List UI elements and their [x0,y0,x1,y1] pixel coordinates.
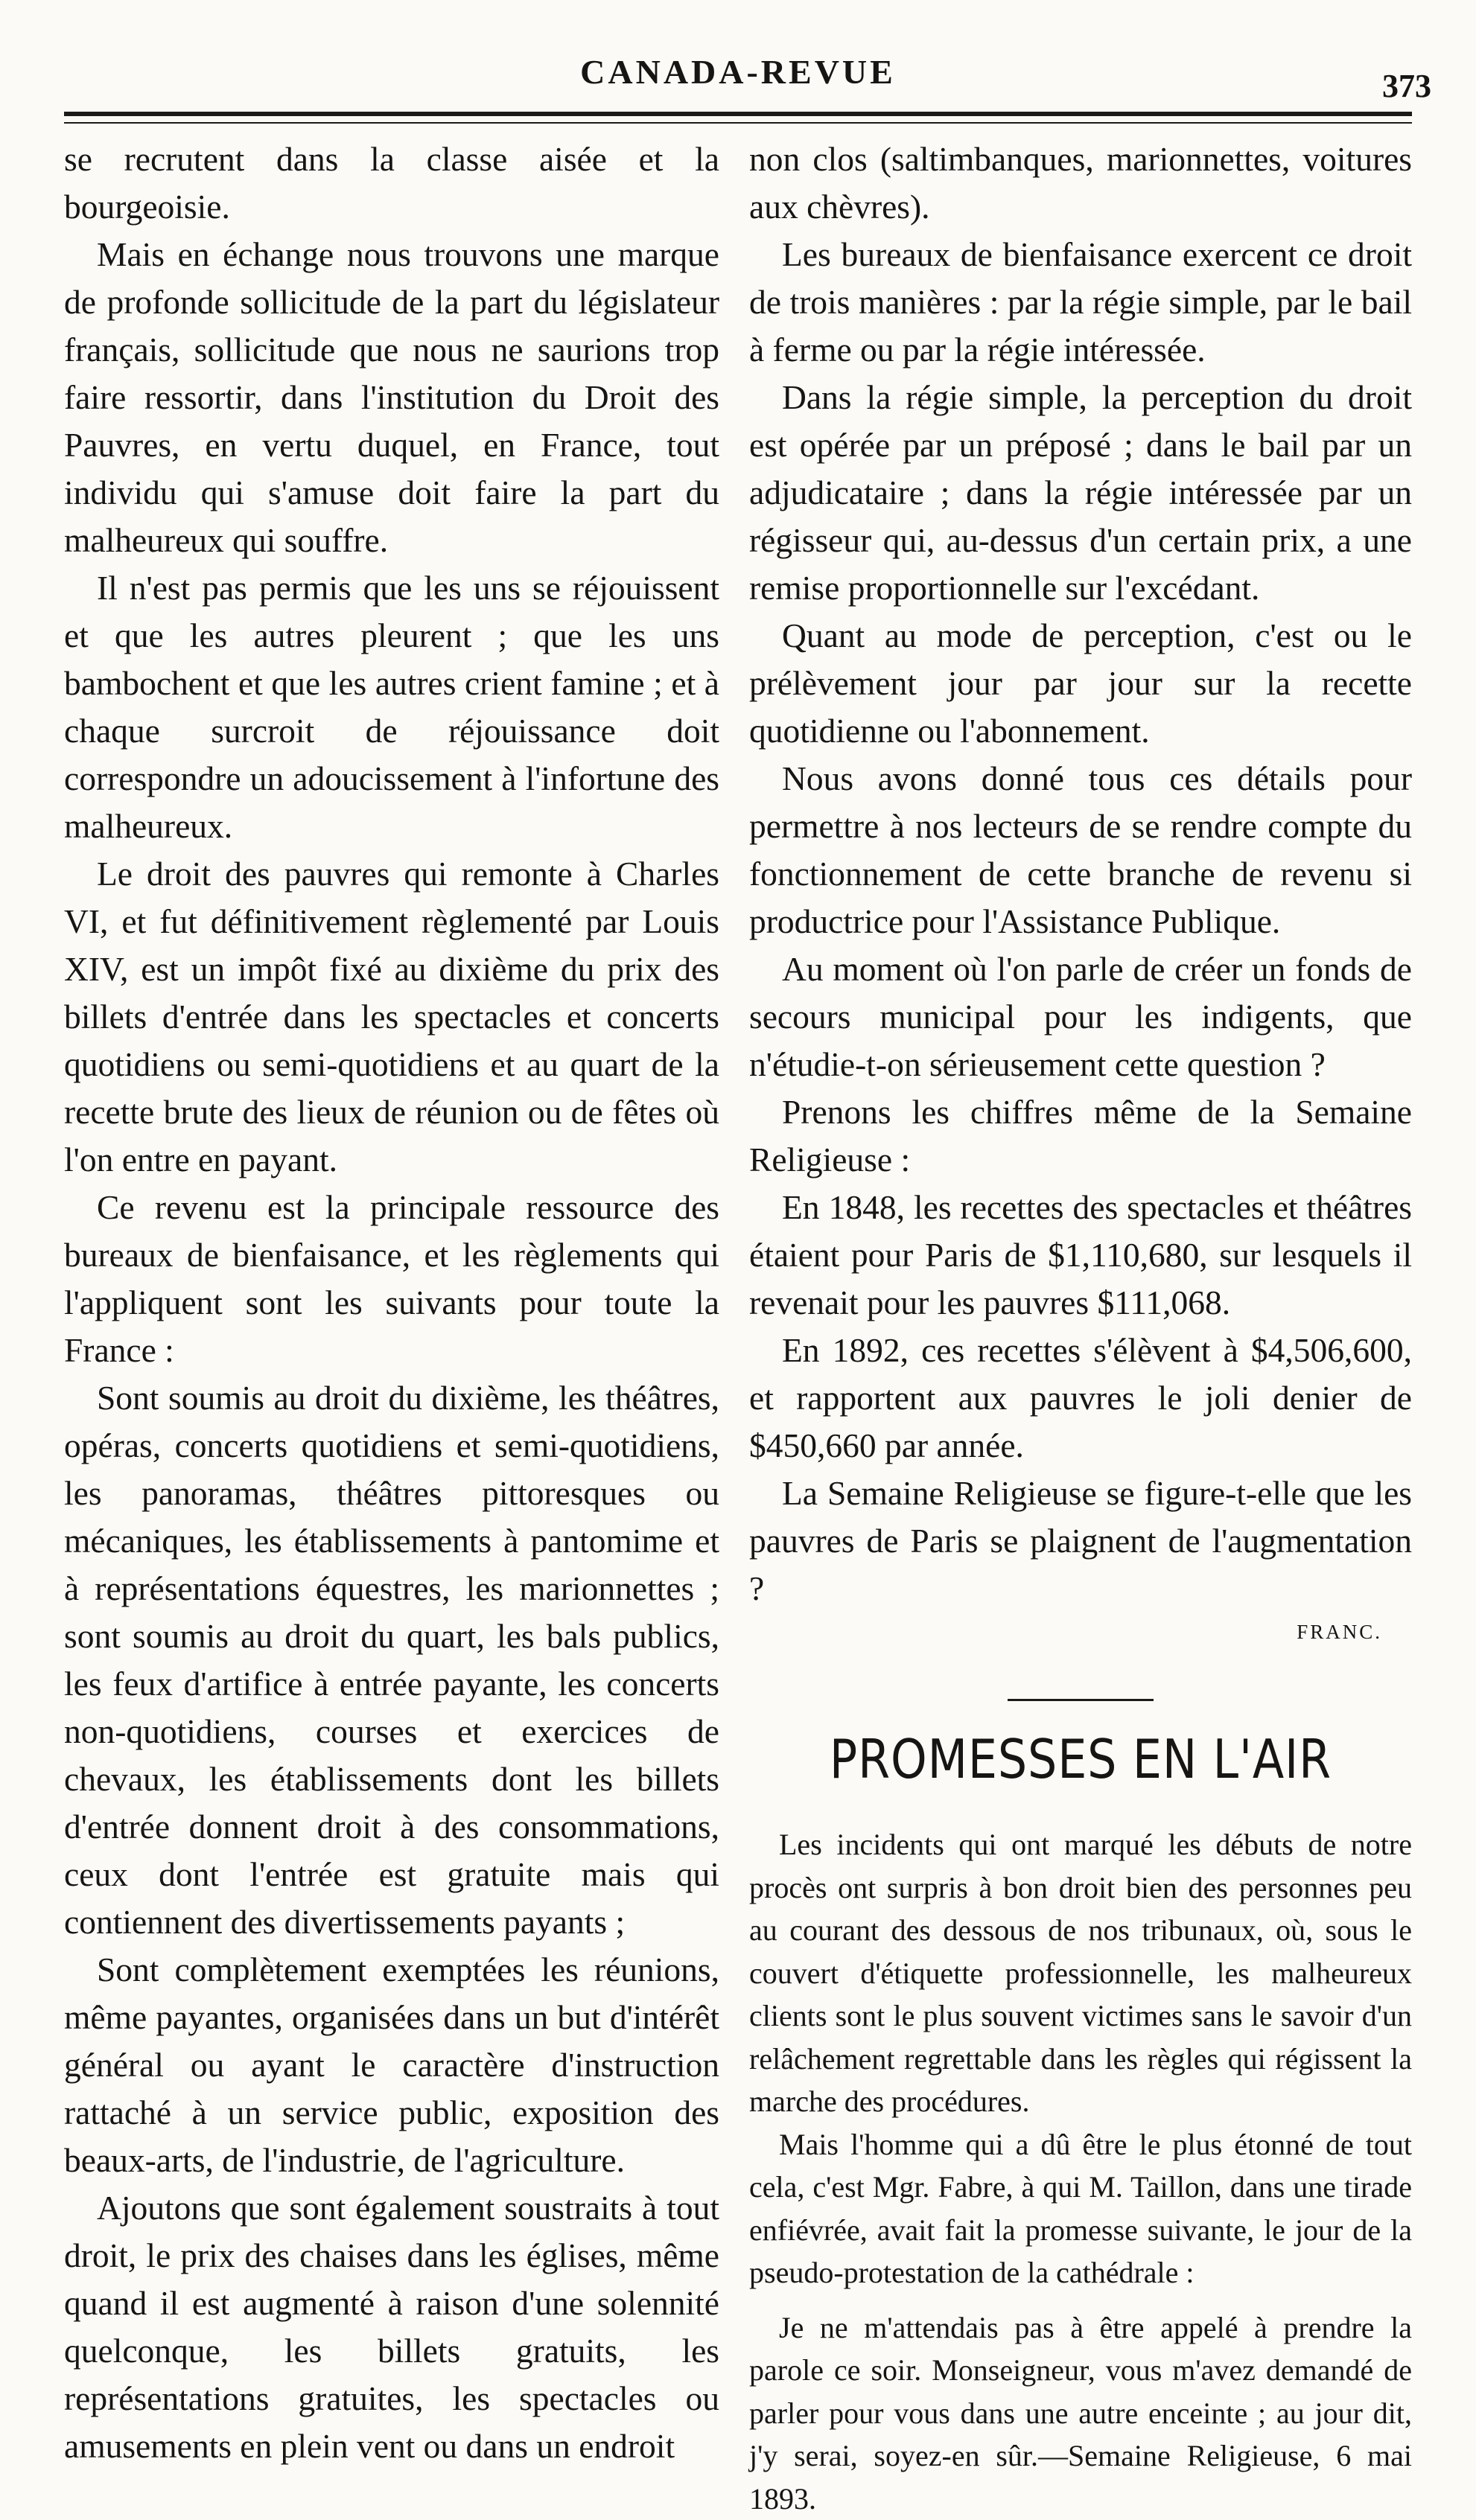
article-title: PROMESSES EN L'AIR [795,1729,1365,1789]
paragraph: Sont soumis au droit du dixième, les théâtres, opéras, concerts quotidiens et semi-quotidiens, les panoramas, théâtres pittoresques ou mécaniques, les établissements à pantomime et à représentations équestres, les marionnettes ; sont soumis au droit du quart, les bals publics, les feux d'artifice à entrée payante, les concerts non-quotidiens, courses et exercices de chevaux, les établissements dont les billets d'entrée donnent droit à des consommations, ceux dont l'entrée est gratuite mais qui contiennent des divertissements payants ; [64,1374,719,1946]
page-number: 373 [1382,67,1431,105]
paragraph: Mais l'homme qui a dû être le plus étonné de tout cela, c'est Mgr. Fabre, à qui M. Taillon, dans une tirade enfiévrée, avait fait la promesse suivante, le jour de la pseudo-protestation de la cathédrale : [749,2123,1412,2294]
paragraph: Il n'est pas permis que les uns se réjouissent et que les autres pleurent ; que les uns bambochent et que les autres crient famine ; et à chaque surcroit de réjouissance doit correspondre un adoucissement à l'infortune des malheureux. [64,564,719,850]
paragraph: Nous avons donné tous ces détails pour permettre à nos lecteurs de se rendre compte du fonctionnement de cette branche de revenu si productrice pour l'Assistance Publique. [749,755,1412,945]
paragraph: Les bureaux de bienfaisance exercent ce droit de trois manières : par la régie simple, par le bail à ferme ou par la régie intéressée. [749,231,1412,374]
article-body [749,1823,1412,2520]
right-column [749,135,1412,2520]
paragraph: se recrutent dans la classe aisée et la bourgeoisie. [64,135,719,231]
paragraph: Prenons les chiffres même de la Semaine Religieuse : [749,1088,1412,1184]
paragraph: non clos (saltimbanques, marionnettes, voitures aux chèvres). [749,135,1412,231]
paragraph: Quant au mode de perception, c'est ou le prélèvement jour par jour sur la recette quotidienne ou l'abonnement. [749,612,1412,755]
paragraph: Ce revenu est la principale ressource des bureaux de bienfaisance, et les règlements qui l'appliquent sont les suivants pour toute la France : [64,1184,719,1374]
paragraph: Au moment où l'on parle de créer un fonds de secours municipal pour les indigents, que n'étudie-t-on sérieusement cette question ? [749,945,1412,1088]
section-divider [1008,1699,1154,1701]
paragraph: Sont complètement exemptées les réunions, même payantes, organisées dans un but d'intérêt général ou ayant le caractère d'instruction rattaché à un service public, exposition des beaux-arts, de l'industrie, de l'agriculture. [64,1946,719,2184]
paragraph: En 1848, les recettes des spectacles et théâtres étaient pour Paris de $1,110,680, sur lesquels il revenait pour les pauvres $111,068. [749,1184,1412,1327]
paragraph: Dans la régie simple, la perception du droit est opérée par un préposé ; dans le bail par un adjudicataire ; dans la régie intéressée par un régisseur qui, au-dessus d'un certain prix, a une remise proportionnelle sur l'excédant. [749,374,1412,612]
left-column [64,135,719,2470]
running-title: CANADA-REVUE [0,52,1476,92]
paragraph: Les incidents qui ont marqué les débuts de notre procès ont surpris à bon droit bien des personnes peu au courant des dessous de nos tribunaux, où, sous le couvert d'étiquette professionnelle, les malheureux clients sont le plus souvent victimes sans le savoir d'un relâchement regrettable dans les règles qui régissent la marche des procédures. [749,1823,1412,2123]
paragraph: Mais en échange nous trouvons une marque de profonde sollicitude de la part du législateur français, sollicitude que nous ne saurions trop faire ressortir, dans l'institution du Droit des Pauvres, en vertu duquel, en France, tout individu qui s'amuse doit faire la part du malheureux qui souffre. [64,231,719,564]
paragraph: Le droit des pauvres qui remonte à Charles VI, et fut définitivement règlementé par Louis XIV, est un impôt fixé au dixième du prix des billets d'entrée dans les spectacles et concerts quotidiens ou semi-quotidiens et au quart de la recette brute des lieux de réunion ou de fêtes où l'on entre en payant. [64,850,719,1184]
paragraph: Ajoutons que sont également soustraits à tout droit, le prix des chaises dans les églises, même quand il est augmenté à raison d'une solennité quelconque, les billets gratuits, les représentations gratuites, les spectacles ou amusements en plein vent ou dans un endroit [64,2184,719,2470]
header-rule-thick [64,112,1412,116]
author-signature: FRANC. [749,1617,1412,1647]
paragraph: La Semaine Religieuse se figure-t-elle que les pauvres de Paris se plaignent de l'augmentation ? [749,1470,1412,1613]
quotation: Je ne m'attendais pas à être appelé à prendre la parole ce soir. Monseigneur, vous m'avez demandé de parler pour vous dans une autre enceinte ; au jour dit, j'y serai, soyez-en sûr.—Semaine Religieuse, 6 mai 1893. [749,2306,1412,2520]
paragraph: En 1892, ces recettes s'élèvent à $4,506,600, et rapportent aux pauvres le joli denier de $450,660 par année. [749,1327,1412,1470]
header-rule-thin [64,122,1412,124]
